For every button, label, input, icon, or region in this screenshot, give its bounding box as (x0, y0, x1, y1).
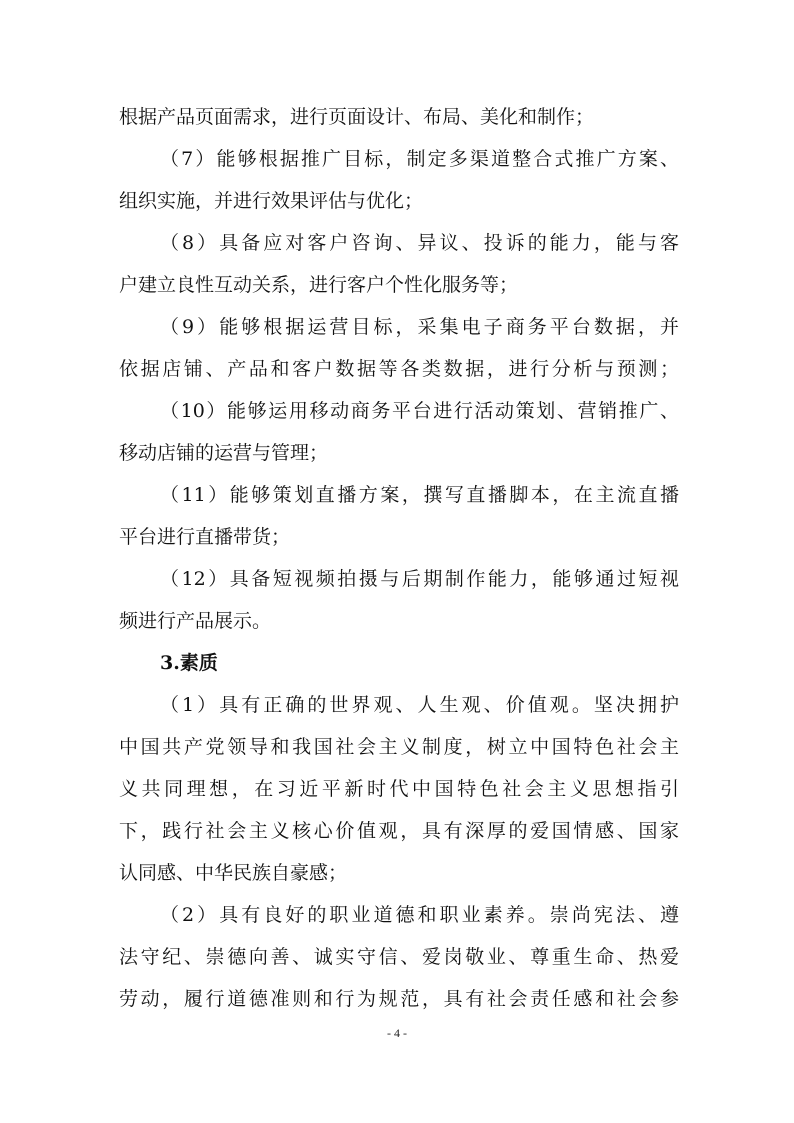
text-line-4: （8）具备应对客户咨询、异议、投诉的能力，能与客 (160, 232, 679, 254)
text-line-11: 平台进行直播带货； (119, 526, 291, 548)
text-line-21: 法守纪、崇德向善、诚实守信、爱岗敬业、尊重生命、热爱 (119, 946, 679, 968)
text-line-8: （10）能够运用移动商务平台进行活动策划、营销推广、 (160, 400, 679, 422)
text-line-2: （7）能够根据推广目标，制定多渠道整合式推广方案、 (160, 148, 679, 170)
text-line-1: 根据产品页面需求，进行页面设计、布局、美化和制作； (119, 106, 595, 128)
text-line-20: （2）具有良好的职业道德和职业素养。崇尚宪法、遵 (160, 904, 679, 926)
text-line-18: 下，践行社会主义核心价值观，具有深厚的爱国情感、国家 (119, 820, 679, 842)
text-line-9: 移动店铺的运营与管理； (119, 442, 329, 464)
text-line-19: 认同感、中华民族自豪感； (119, 862, 348, 884)
text-line-3: 组织实施，并进行效果评估与优化； (119, 190, 424, 212)
text-line-15: （1）具有正确的世界观、人生观、价值观。坚决拥护 (160, 694, 679, 716)
text-line-17: 义共同理想，在习近平新时代中国特色社会主义思想指引 (119, 778, 679, 800)
text-line-12: （12）具备短视频拍摄与后期制作能力，能够通过短视 (160, 568, 679, 590)
text-line-6: （9）能够根据运营目标，采集电子商务平台数据，并 (160, 316, 679, 338)
page-number: - 4 - (387, 1026, 407, 1040)
section-heading: 3.素质 (160, 652, 218, 674)
text-line-22: 劳动，履行道德准则和行为规范，具有社会责任感和社会参 (119, 988, 679, 1010)
text-line-7: 依据店铺、产品和客户数据等各类数据，进行分析与预测； (119, 358, 679, 380)
text-line-5: 户建立良性互动关系，进行客户个性化服务等； (119, 274, 519, 296)
text-line-16: 中国共产党领导和我国社会主义制度，树立中国特色社会主 (119, 736, 679, 758)
text-line-13: 频进行产品展示。 (119, 610, 272, 632)
text-line-10: （11）能够策划直播方案，撰写直播脚本，在主流直播 (160, 484, 679, 506)
